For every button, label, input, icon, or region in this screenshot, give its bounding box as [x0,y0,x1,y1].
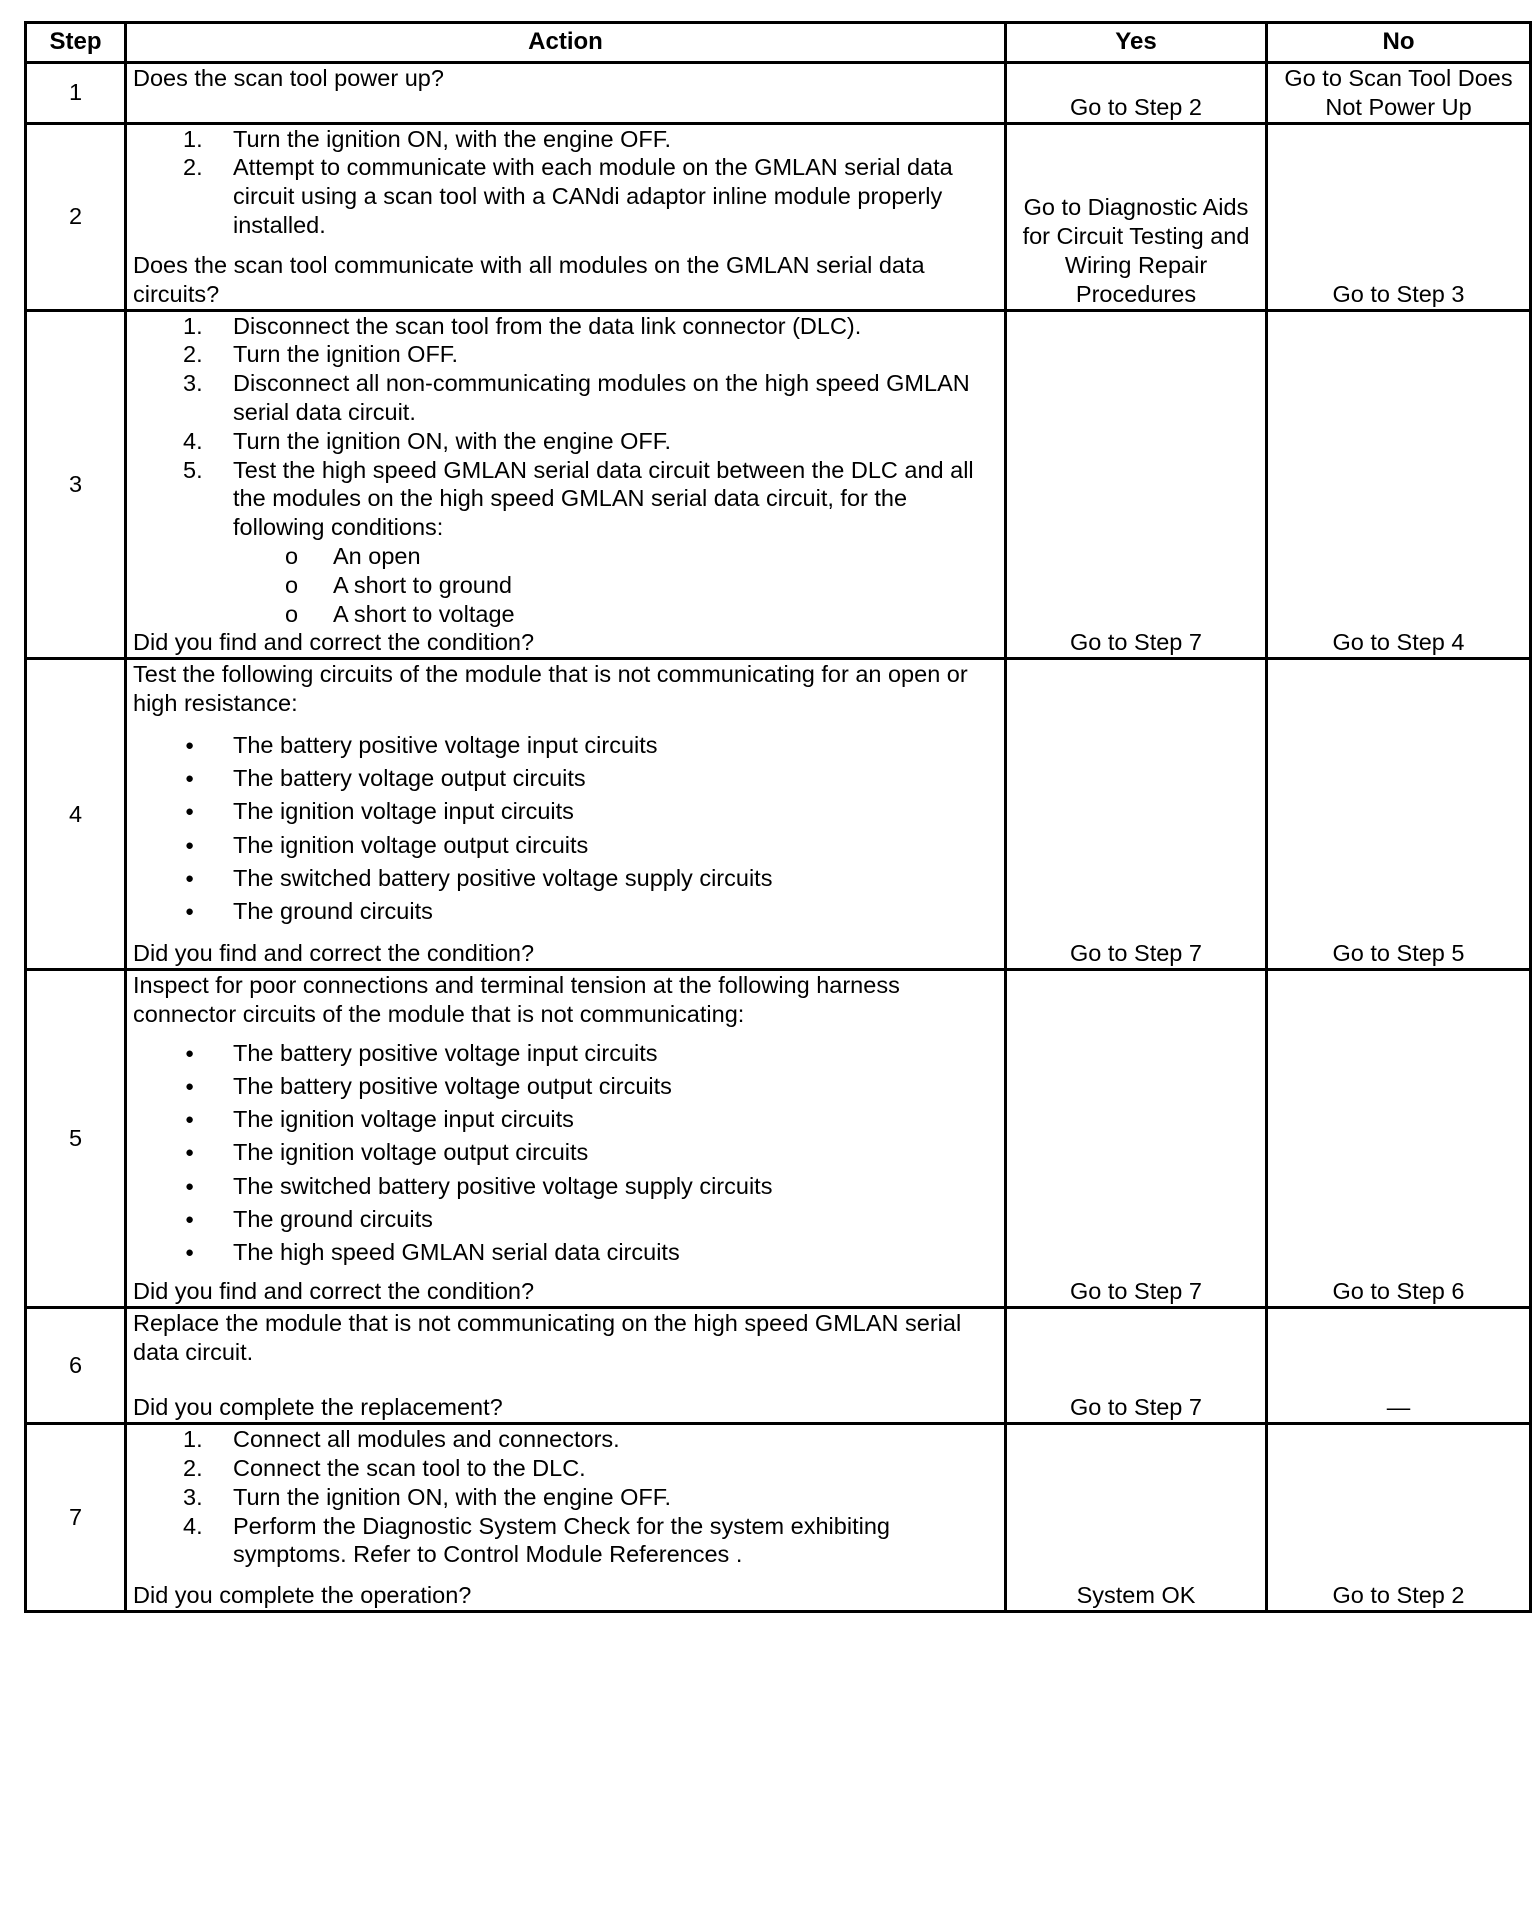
bullet-list [133,1037,998,1269]
action-cell [126,1424,1006,1612]
bullet-item: ● The ground circuits [133,1203,998,1236]
diagnostic-table [24,21,1532,1613]
header-action: Action [126,23,1006,63]
yes-cell: Go to Step 7 [1006,970,1267,1308]
action-question: Did you complete the replacement? [133,1394,503,1421]
no-cell: Go to Step 4 [1267,310,1531,659]
list-item: 1. Connect all modules and connectors. [183,1426,620,1453]
header-yes: Yes [1006,23,1267,63]
step-number: 1 [26,63,126,124]
action-cell [126,659,1006,970]
table-row-step-2 [26,123,1531,310]
bullet-item: ● The ignition voltage input circuits [133,795,998,828]
no-cell: Go to Step 3 [1267,123,1531,310]
no-cell: Go to Scan Tool Does Not Power Up [1267,63,1531,124]
yes-cell: Go to Diagnostic Aids for Circuit Testing and Wiring Repair Procedures [1006,123,1267,310]
yes-cell: Go to Step 2 [1006,63,1267,124]
bullet-item: ● The battery voltage output circuits [133,762,998,795]
action-question: Does the scan tool power up? [133,65,444,91]
list-item: 4. Perform the Diagnostic System Check for the system exhibiting symptoms. Refer to Control Module References . [183,1512,890,1568]
bullet-item: ● The battery positive voltage input circuits [133,729,998,762]
step-number: 2 [26,123,126,310]
list-item: 2. Attempt to communicate with each module on the GMLAN serial data circuit using a scan tool with a CANdi adaptor inline module properly installed. [183,154,953,238]
action-cell [126,63,1006,124]
no-cell: Go to Step 2 [1267,1424,1531,1612]
action-intro: Replace the module that is not communicating on the high speed GMLAN serial data circuit. [133,1310,962,1365]
bullet-item: ● The battery positive voltage input circuits [133,1037,998,1070]
list-item: 3. Turn the ignition ON, with the engine OFF. [183,1483,672,1510]
action-question: Did you find and correct the condition? [133,1278,535,1305]
numbered-list [133,312,998,542]
list-item: 5. Test the high speed GMLAN serial data circuit between the DLC and all the modules on the high speed GMLAN serial data circuit, for the following conditions: [183,456,974,541]
bullet-item: ● The high speed GMLAN serial data circuits [133,1236,998,1269]
action-question: Did you complete the operation? [133,1582,472,1609]
list-item: 4. Turn the ignition ON, with the engine OFF. [183,427,672,454]
no-cell: Go to Step 6 [1267,970,1531,1308]
no-cell: Go to Step 5 [1267,659,1531,970]
bullet-item: ● The ground circuits [133,895,998,928]
action-question: Does the scan tool communicate with all modules on the GMLAN serial data circuits? [133,252,925,307]
action-intro: Test the following circuits of the module that is not communicating for an open or high resistance: [133,661,968,716]
step-number: 3 [26,310,126,659]
numbered-list [133,1425,998,1569]
action-cell [126,1308,1006,1424]
action-intro: Inspect for poor connections and terminal tension at the following harness connector circuits of the module that is not communicating: [133,972,900,1027]
action-cell [126,123,1006,310]
no-cell: — [1267,1308,1531,1424]
bullet-item: ● The ignition voltage output circuits [133,829,998,862]
header-row [26,23,1531,63]
list-item: 1. Turn the ignition ON, with the engine OFF. [183,125,672,152]
yes-cell: Go to Step 7 [1006,659,1267,970]
bullet-item: ● The ignition voltage input circuits [133,1103,998,1136]
bullet-item: ● The ignition voltage output circuits [133,1136,998,1169]
list-item: 2. Turn the ignition OFF. [183,341,459,368]
bullet-item: ● The switched battery positive voltage supply circuits [133,862,998,895]
numbered-list [133,125,998,240]
yes-cell: System OK [1006,1424,1267,1612]
header-step: Step [26,23,126,63]
action-question: Did you find and correct the condition? [133,940,535,967]
action-cell [126,310,1006,659]
list-item: 2. Connect the scan tool to the DLC. [183,1454,586,1481]
table-row-step-5 [26,970,1531,1308]
table-row-step-6 [26,1308,1531,1424]
action-question: Did you find and correct the condition? [133,629,535,656]
sub-list [133,542,998,628]
action-cell [126,970,1006,1308]
table-row-step-7 [26,1424,1531,1612]
yes-cell: Go to Step 7 [1006,1308,1267,1424]
header-no: No [1267,23,1531,63]
step-number: 5 [26,970,126,1308]
bullet-list [133,729,998,928]
bullet-item: ● The switched battery positive voltage supply circuits [133,1170,998,1203]
step-number: 7 [26,1424,126,1612]
sub-list-item: o An open [133,542,998,571]
table-row-step-4 [26,659,1531,970]
table-row-step-1 [26,63,1531,124]
list-item: 1. Disconnect the scan tool from the data link connector (DLC). [183,312,862,339]
table-row-step-3 [26,310,1531,659]
step-number: 6 [26,1308,126,1424]
sub-list-item: o A short to voltage [133,600,998,629]
bullet-item: ● The battery positive voltage output circuits [133,1070,998,1103]
list-item: 3. Disconnect all non-communicating modules on the high speed GMLAN serial data circuit. [183,370,970,425]
yes-cell: Go to Step 7 [1006,310,1267,659]
sub-list-item: o A short to ground [133,571,998,600]
step-number: 4 [26,659,126,970]
